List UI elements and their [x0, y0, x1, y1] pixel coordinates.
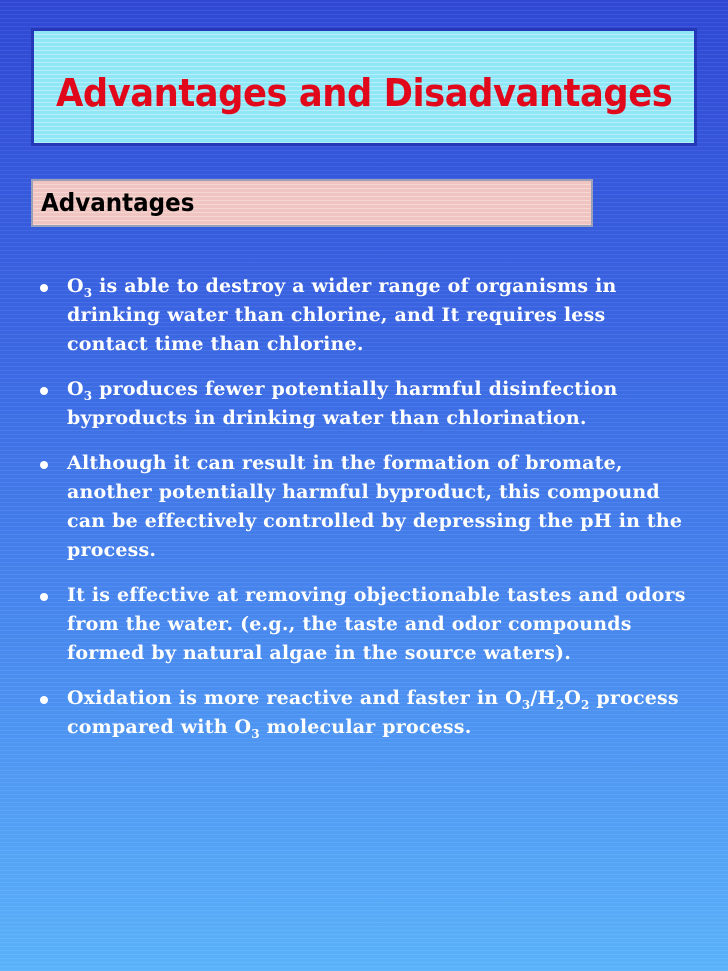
bullet-dot-icon: [40, 593, 48, 601]
bullet-text: molecular process.: [259, 716, 472, 738]
section-heading-box: [31, 179, 593, 227]
ozone-symbol: O: [67, 275, 84, 297]
bullet-text: It is effective at removing objectionable tastes and odors from the water. (e.g., the taste and odor compounds formed by natural algae in the source waters).: [67, 584, 686, 664]
section-heading: Advantages: [41, 188, 195, 217]
bullet-text: produces fewer potentially harmful disinfection byproducts in drinking water than chlorination.: [67, 378, 618, 429]
ozone-subscript: 3: [521, 698, 531, 712]
ozone-subscript: 3: [83, 389, 93, 403]
bullet-text: process compared with O: [67, 687, 679, 738]
bullet-text: Although it can result in the formation of bromate, another potentially harmful byproduct, this compound can be effectively controlled by depressing the pH in the process.: [67, 452, 683, 561]
bullet-list: [38, 272, 688, 758]
ozone-subscript: 3: [83, 286, 93, 300]
bullet-text: Oxidation is more reactive and faster in O: [67, 687, 522, 709]
bullet-text: O: [564, 687, 582, 709]
bullet-dot-icon: [40, 461, 48, 469]
bullet-dot-icon: [40, 387, 48, 395]
hydrogen-subscript: 2: [555, 698, 565, 712]
bullet-item: [38, 581, 688, 668]
bullet-item: [38, 684, 688, 742]
ozone-symbol: O: [67, 378, 84, 400]
bullet-dot-icon: [40, 696, 48, 704]
bullet-item: [38, 449, 688, 565]
bullet-text: is able to destroy a wider range of organisms in drinking water than chlorine, and It requires less contact time than chlorine.: [67, 275, 617, 355]
slide-title: Advantages and Disadvantages: [56, 71, 673, 115]
bullet-item: [38, 375, 688, 433]
ozone-subscript: 3: [251, 727, 260, 741]
bullet-dot-icon: [40, 284, 48, 292]
bullet-text: /H: [530, 687, 556, 709]
title-box: [31, 28, 697, 146]
bullet-item: [38, 272, 688, 359]
oxygen-subscript: 2: [581, 698, 590, 712]
